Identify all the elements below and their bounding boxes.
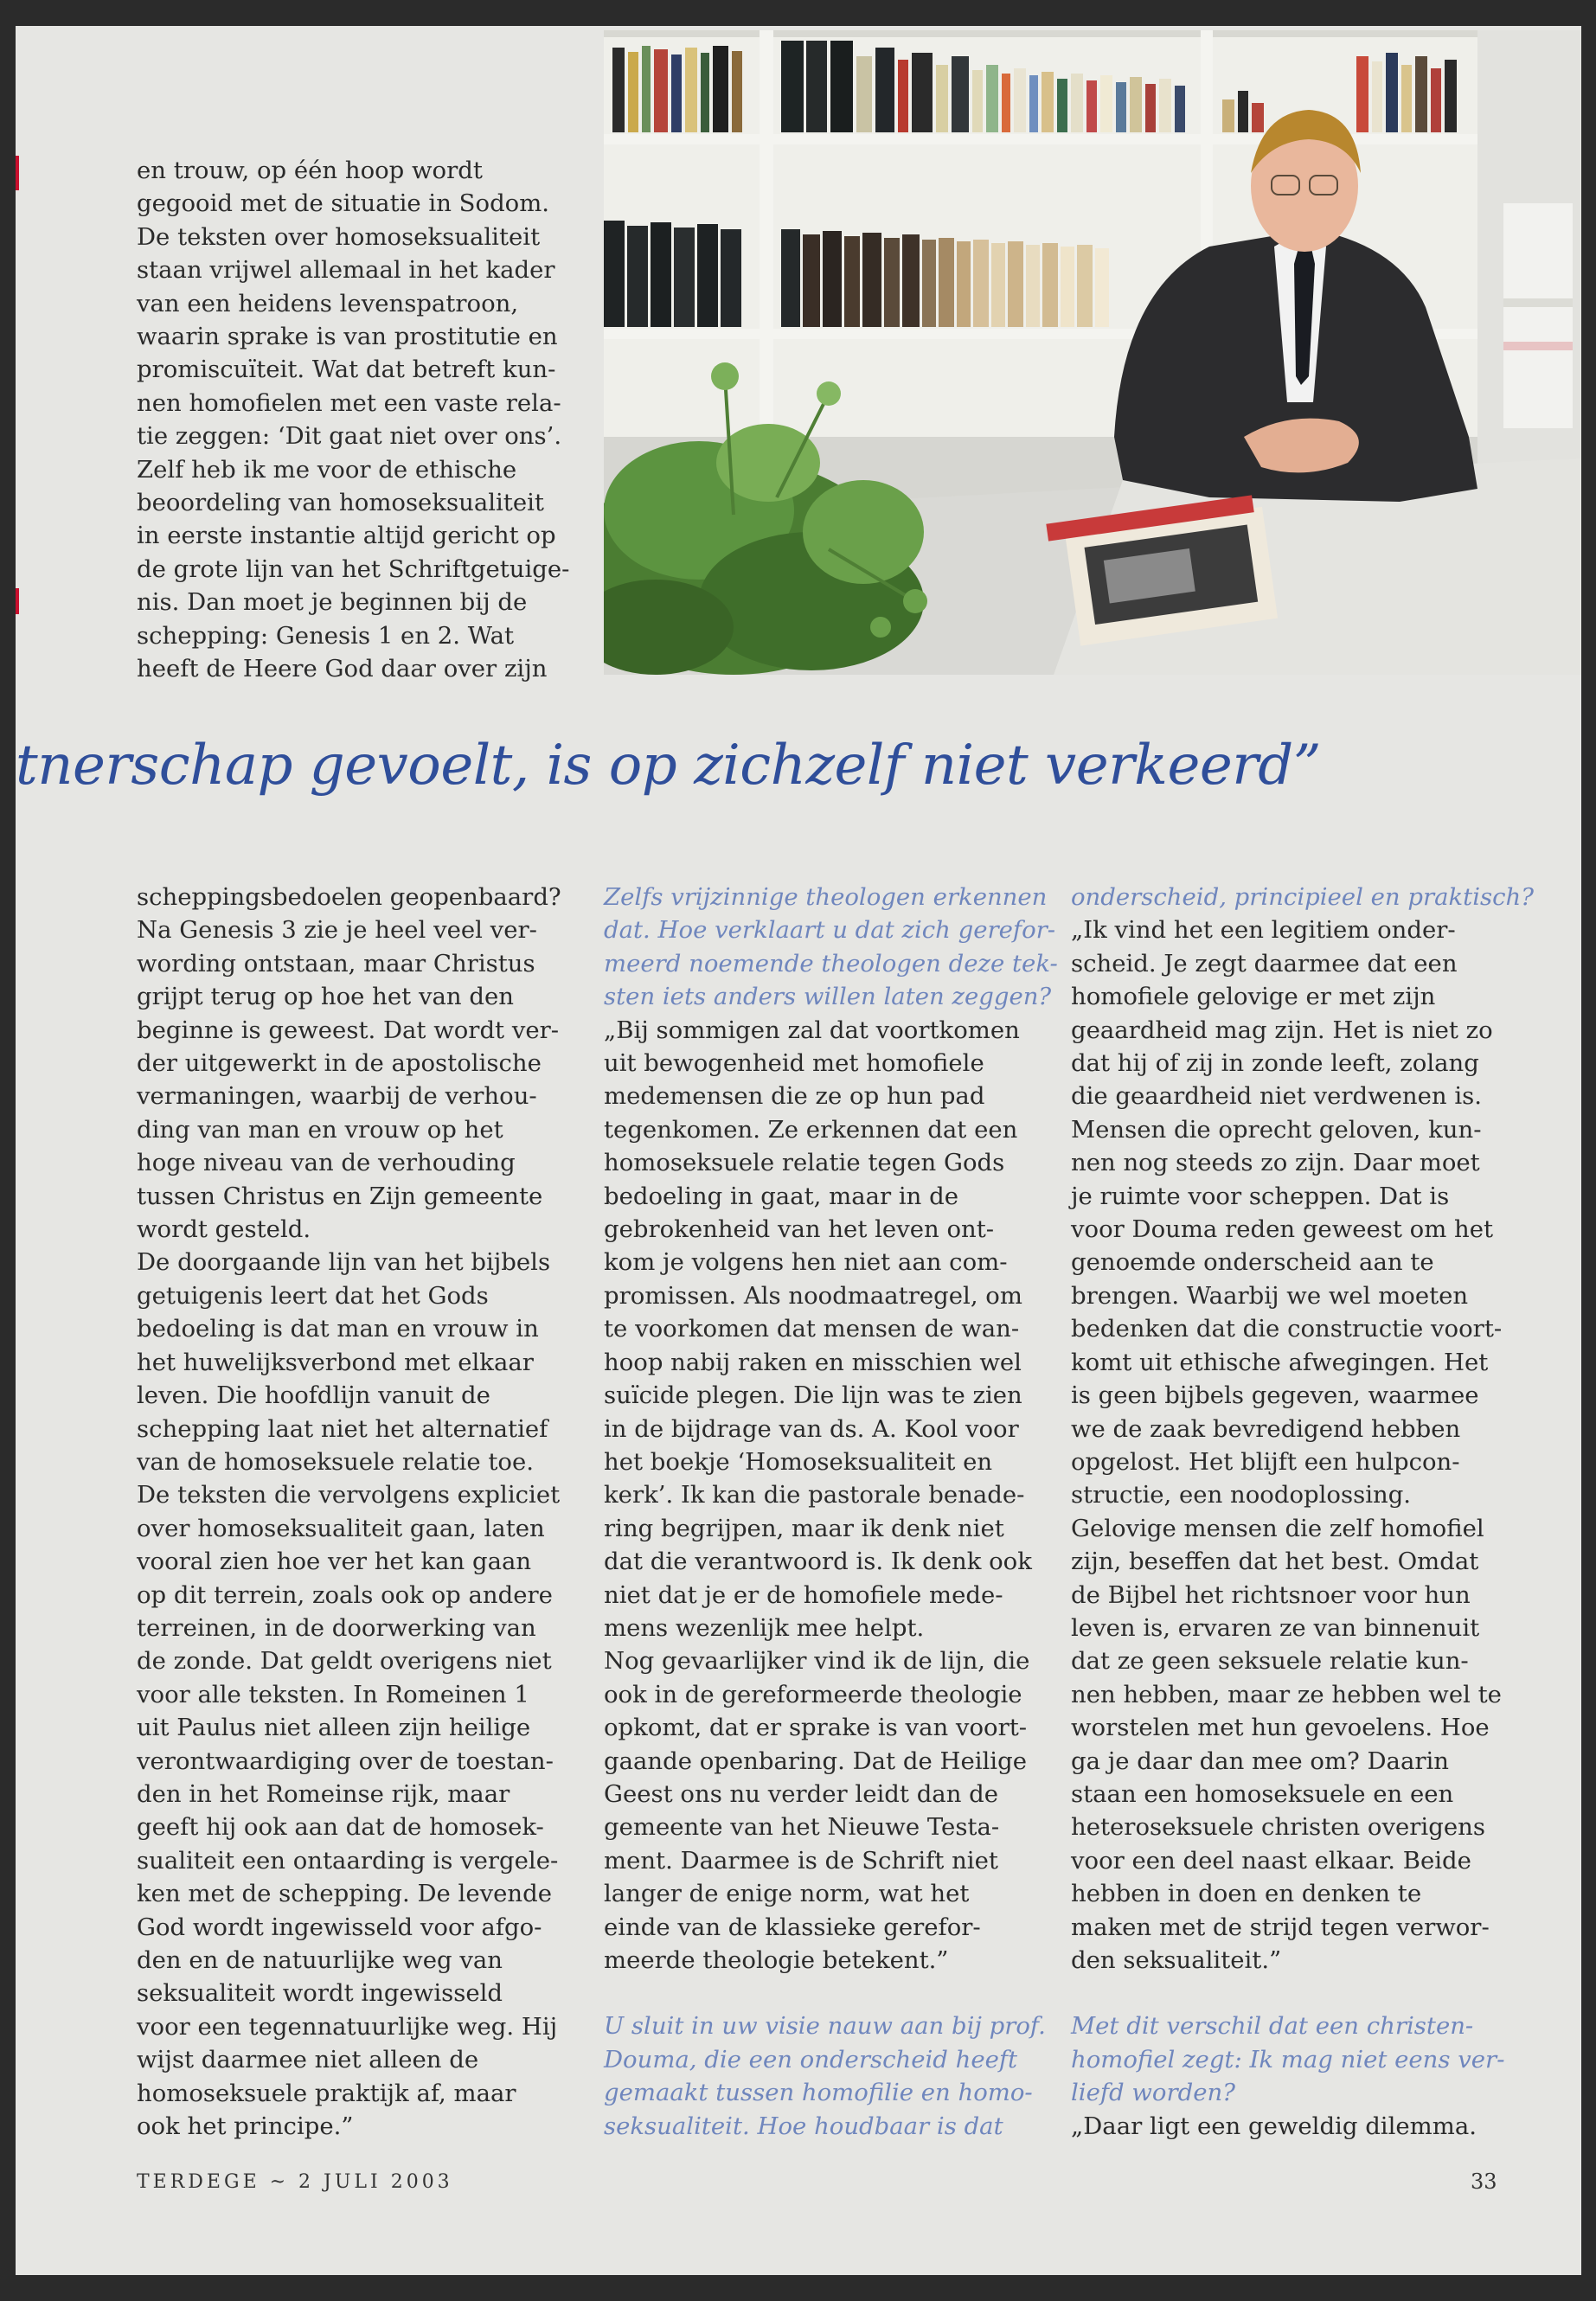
text-line: voor een deel naast elkaar. Beide [1071,1846,1471,1875]
text-line: homoseksuele relatie tegen Gods [604,1149,1005,1177]
footer-page-number: 33 [1471,2170,1497,2194]
text-line: seksualiteit wordt ingewisseld [137,1979,503,2008]
column-1 [137,881,586,2143]
text-line: langer de enige norm, wat het [604,1880,970,1908]
text-line: te voorkomen dat mensen de wan- [604,1315,1020,1343]
text-line: ook het principe.” [137,2112,354,2141]
text-line: gemaakt tussen homofilie en homo- [604,2079,1033,2107]
column-1-text [137,881,586,2143]
text-line: homofiele gelovige er met zijn [1071,983,1436,1011]
text-line: in de bijdrage van ds. A. Kool voor [604,1414,1019,1443]
text-line: voor een tegennatuurlijke weg. Hij [137,2012,558,2041]
text-line: homoseksuele praktijk af, maar [137,2079,516,2107]
edge-mark [16,588,19,614]
text-line: liefd worden? [1071,2079,1235,2107]
text-line: onderscheid, principieel en praktisch? [1071,883,1534,911]
text-line: uit Paulus niet alleen zijn heilige [137,1714,531,1742]
column-3 [1071,881,1555,2143]
text-line: Geest ons nu verder leidt dan de [604,1779,999,1808]
text-line: God wordt ingewisseld voor afgo- [137,1913,542,1941]
interview-question [604,2009,1054,2143]
text-line: gegooid met de situatie in Sodom. [137,189,550,218]
interview-photo [604,30,1581,675]
paragraph-gap [1071,1977,1555,2009]
text-line: waarin sprake is van prostitutie en [137,323,558,351]
text-line: brengen. Waarbij we wel moeten [1071,1281,1469,1310]
text-line: bedoeling in gaat, maar in de [604,1182,959,1210]
text-line: de zonde. Dat geldt overigens niet [137,1647,552,1676]
text-line: ring begrijpen, maar ik denk niet [604,1514,1004,1542]
column-2 [604,881,1058,2143]
text-line: staan een homoseksuele en een [1071,1779,1454,1808]
text-line: nen hebben, maar ze hebben wel te [1071,1680,1502,1708]
text-line: het boekje ‘Homoseksualiteit en [604,1447,993,1476]
text-line: dat die verantwoord is. Ik denk ook [604,1548,1032,1576]
text-line: „Ik vind het een legitiem onder- [1071,916,1456,945]
text-line: ment. Daarmee is de Schrift niet [604,1846,998,1875]
text-line: van een heidens levenspatroon, [137,289,519,317]
footer-magazine-date: TERDEGE ~ 2 JULI 2003 [137,2171,453,2193]
text-line: seksualiteit. Hoe houdbaar is dat [604,2112,1003,2140]
text-line: terreinen, in de doorwerking van [137,1613,536,1642]
text-line: voor alle teksten. In Romeinen 1 [137,1680,529,1708]
text-line: gebrokenheid van het leven ont- [604,1215,995,1244]
text-line: voor Douma reden geweest om het [1071,1215,1494,1244]
text-line: uit bewogenheid met homofiele [604,1049,984,1078]
text-line: scheid. Je zegt daarmee dat een [1071,949,1458,977]
interview-question [1071,2009,1555,2109]
text-line: homofiel zegt: Ik mag niet eens ver- [1071,2045,1505,2073]
text-line: grijpt terug op hoe het van den [137,983,514,1011]
text-line: opgelost. Het blijft een hulpcon- [1071,1447,1460,1476]
text-line: Gelovige mensen die zelf homofiel [1071,1514,1484,1542]
text-line: sualiteit een ontaarding is vergele- [137,1846,559,1875]
text-line: ook in de gereformeerde theologie [604,1680,1022,1708]
text-line: medemensen die ze op hun pad [604,1082,985,1111]
text-line: der uitgewerkt in de apostolische [137,1049,542,1078]
text-line: U sluit in uw visie nauw aan bij prof. [604,2012,1046,2041]
edge-mark [16,156,19,190]
text-line: dat ze geen seksuele relatie kun- [1071,1647,1469,1676]
text-line: tegenkomen. Ze erkennen dat een [604,1115,1018,1144]
interview-answer [604,1014,1054,1977]
text-line: De teksten over homoseksualiteit [137,222,541,251]
text-line: wordt gesteld. [137,1215,311,1244]
interview-answer [1071,2110,1555,2143]
text-line: is geen bijbels gegeven, waarmee [1071,1381,1479,1410]
text-line: ken met de schepping. De levende [137,1880,552,1908]
text-line: bedenken dat die constructie voort- [1071,1315,1503,1343]
text-line: in eerste instantie altijd gericht op [137,522,556,550]
text-line: die geaardheid niet verdwenen is. [1071,1082,1482,1111]
text-line: op dit terrein, zoals ook op andere [137,1580,553,1609]
text-line: bedoeling is dat man en vrouw in [137,1315,539,1343]
text-line: dat hij of zij in zonde leeft, zolang [1071,1049,1479,1078]
text-line: staan vrijwel allemaal in het kader [137,256,555,285]
text-line: niet dat je er de homofiele mede- [604,1580,1003,1609]
text-line: vermaningen, waarbij de verhou- [137,1082,537,1111]
text-line: leven. Die hoofdlijn vanuit de [137,1381,490,1410]
text-line: verontwaardiging over de toestan- [137,1747,554,1775]
text-line: wording ontstaan, maar Christus [137,949,535,977]
text-line: heteroseksuele christen overigens [1071,1813,1485,1842]
text-line: wijst daarmee niet alleen de [137,2046,479,2074]
pull-quote: tnerschap gevoelt, is op zichzelf niet verkeerd” [16,734,1321,798]
intro-paragraph [137,154,586,686]
text-line: nen homofielen met een vaste rela- [137,388,561,417]
text-line: Met dit verschil dat een christen- [1071,2012,1474,2041]
interview-question [1071,881,1555,913]
text-line: Zelf heb ik me voor de ethische [137,455,517,484]
text-line: Mensen die oprecht geloven, kun- [1071,1115,1482,1144]
text-line: maken met de strijd tegen verwor- [1071,1913,1490,1941]
text-line: kerk’. Ik kan die pastorale benade- [604,1481,1025,1509]
text-line: de grote lijn van het Schriftgetuige- [137,554,570,583]
text-line: sten iets anders willen laten zeggen? [604,983,1052,1011]
text-line: gemeente van het Nieuwe Testa- [604,1813,1000,1842]
text-line: genoemde onderscheid aan te [1071,1248,1434,1277]
text-line: ga je daar dan mee om? Daarin [1071,1747,1449,1775]
magazine-page [16,26,1581,2275]
text-line: worstelen met hun gevoelens. Hoe [1071,1714,1490,1742]
text-line: zijn, beseffen dat het best. Omdat [1071,1548,1479,1576]
text-line: mens wezenlijk mee helpt. [604,1613,925,1642]
text-line: hoop nabij raken en misschien wel [604,1348,1022,1376]
text-line: dat. Hoe verklaart u dat zich gerefor- [604,916,1056,945]
text-line: Na Genesis 3 zie je heel veel ver- [137,916,537,945]
text-line: geeft hij ook aan dat de homosek- [137,1813,544,1842]
text-line: suïcide plegen. Die lijn was te zien [604,1381,1022,1410]
text-line: promissen. Als noodmaatregel, om [604,1281,1022,1310]
text-line: nen nog steeds zo zijn. Daar moet [1071,1149,1480,1177]
text-line: getuigenis leert dat het Gods [137,1281,489,1310]
text-line: den en de natuurlijke weg van [137,1946,503,1974]
text-line: de Bijbel het richtsnoer voor hun [1071,1580,1471,1609]
text-line: we de zaak bevredigend hebben [1071,1414,1461,1443]
text-line: meerd noemende theologen deze tek- [604,949,1058,977]
text-line: en trouw, op één hoop wordt [137,157,483,184]
text-line: heeft de Heere God daar over zijn [137,655,548,683]
text-line: scheppingsbedoelen geopenbaard? [137,883,561,911]
text-line: kom je volgens hen niet aan com- [604,1248,1008,1277]
text-line: hebben in doen en denken te [1071,1880,1422,1908]
text-line: den seksualiteit.” [1071,1946,1282,1974]
text-line: De teksten die vervolgens expliciet [137,1481,561,1509]
text-line: nis. Dan moet je beginnen bij de [137,588,528,617]
text-line: beoordeling van homoseksualiteit [137,489,544,517]
text-line: je ruimte voor scheppen. Dat is [1071,1182,1450,1210]
interview-question [604,881,1058,1014]
text-line: ding van man en vrouw op het [137,1115,503,1144]
interview-answer [1071,913,1555,1977]
paragraph-gap [604,1977,1054,2009]
text-line: gaande openbaring. Dat de Heilige [604,1747,1027,1775]
text-line: tussen Christus en Zijn gemeente [137,1182,543,1210]
intro-column [137,154,586,686]
text-line: leven is, ervaren ze van binnenuit [1071,1613,1480,1642]
text-line: Douma, die een onderscheid heeft [604,2045,1018,2073]
text-line: vooral zien hoe ver het kan gaan [137,1548,532,1576]
text-line: tie zeggen: ‘Dit gaat niet over ons’. [137,422,562,451]
text-line: einde van de klassieke gerefor- [604,1913,981,1941]
text-line: beginne is geweest. Dat wordt ver- [137,1016,560,1044]
text-line: schepping laat niet het alternatief [137,1414,548,1443]
text-line: opkomt, dat er sprake is van voort- [604,1714,1028,1742]
text-line: over homoseksualiteit gaan, laten [137,1514,545,1542]
text-line: geaardheid mag zijn. Het is niet zo [1071,1016,1493,1044]
text-line: structie, een noodoplossing. [1071,1481,1412,1509]
text-line: den in het Romeinse rijk, maar [137,1779,510,1808]
text-line: van de homoseksuele relatie toe. [137,1447,534,1476]
text-line: „Daar ligt een geweldig dilemma. [1071,2112,1477,2140]
text-line: „Bij sommigen zal dat voortkomen [604,1016,1020,1044]
text-line: Zelfs vrijzinnige theologen erkennen [604,883,1048,911]
text-line: meerde theologie betekent.” [604,1946,949,1974]
text-line: promiscuïteit. Wat dat betreft kun- [137,356,556,384]
text-line: De doorgaande lijn van het bijbels [137,1248,551,1277]
text-line: schepping: Genesis 1 en 2. Wat [137,621,515,650]
text-line: komt uit ethische afwegingen. Het [1071,1348,1489,1376]
text-line: Nog gevaarlijker vind ik de lijn, die [604,1647,1030,1676]
text-line: het huwelijksverbond met elkaar [137,1348,534,1376]
text-line: hoge niveau van de verhouding [137,1149,516,1177]
